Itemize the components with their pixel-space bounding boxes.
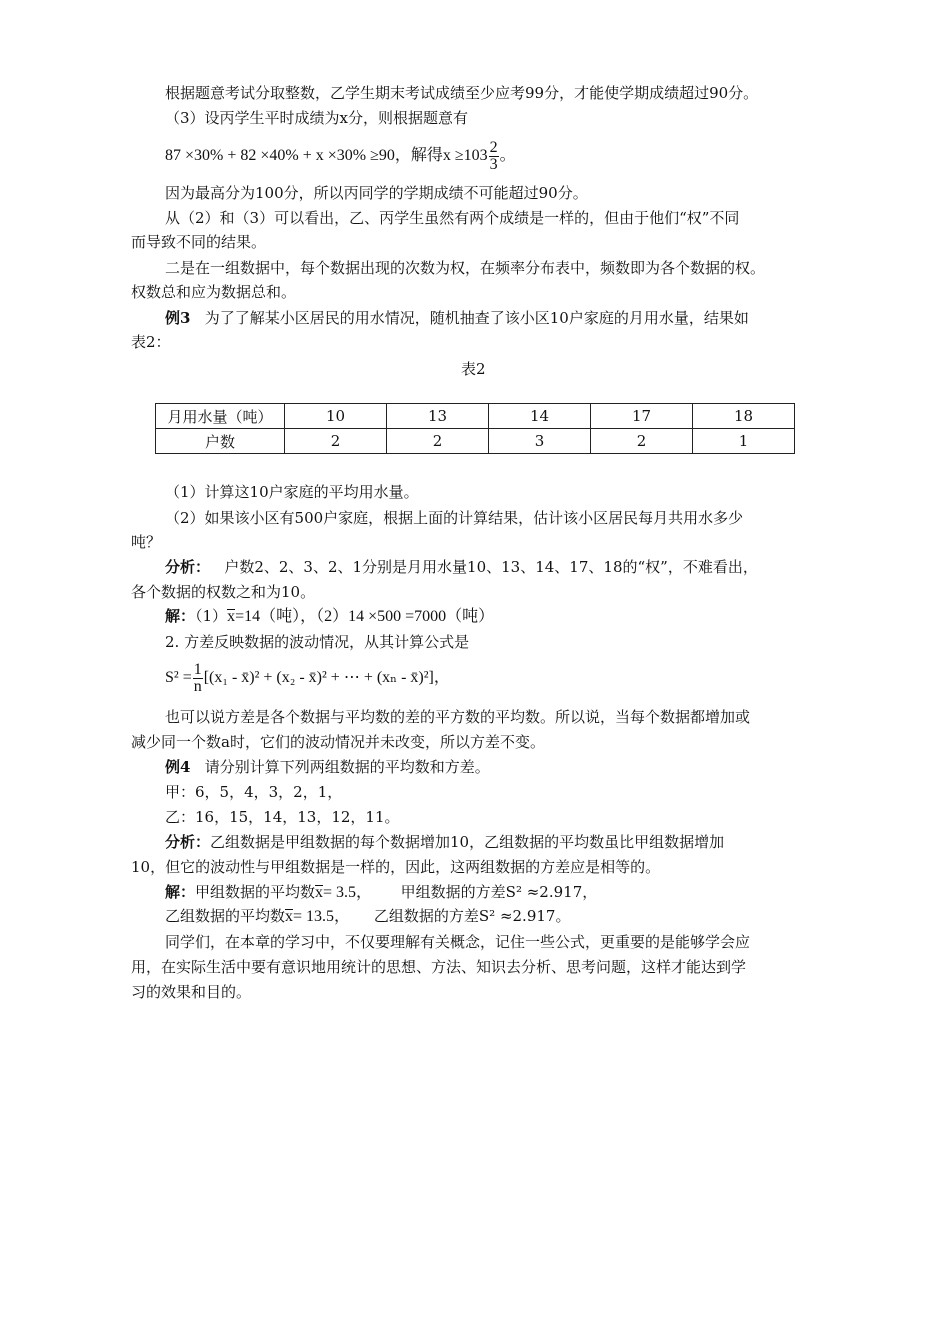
solution-text: 乙组数据的方差S² ≈2.917。 [373,907,571,925]
analysis-line [165,557,758,577]
text-line: （2）如果该小区有500户家庭，根据上面的计算结果，估计该小区居民每月共用水多少 [165,509,744,527]
solution-text: = 3.5， [323,884,373,901]
text-line: 乙：16，15，14，13，12，11。 [165,808,400,826]
table-cell: 18 [693,404,795,429]
example-3-line [165,308,749,328]
analysis-text: 乙组数据是甲组数据的每个数据增加10，乙组数据的平均数虽比甲组数据增加 [210,833,725,851]
table-cell: 10 [285,404,387,429]
table-cell: 2 [591,429,693,454]
formula-text: S² = [165,669,192,687]
table-cell: 1 [693,429,795,454]
solution-text: （1） [195,607,228,625]
fraction [489,140,499,173]
fraction-denominator: 3 [489,156,498,173]
solution-text: 甲组数据的方差S² ≈2.917， [400,883,598,901]
solution-label: 解： [165,607,196,625]
table-row [156,429,795,454]
table-header-cell: 户数 [156,429,285,454]
formula-text: 87 ×30% + 82 ×40% + x ×30% ≥90，解得x ≥103 [165,147,488,165]
variance-formula [165,662,450,695]
inequality-formula [165,140,516,173]
text-line: 10，但它的波动性与甲组数据是一样的，因此，这两组数据的方差应是相等的。 [131,858,661,876]
table-caption: 表2 [461,360,486,378]
example-text: 请分别计算下列两组数据的平均数和方差。 [204,758,490,776]
mean-symbol: x [315,884,324,901]
text-line: 从（2）和（3）可以看出，乙、丙学生虽然有两个成绩是一样的，但由于他们“权”不同 [165,209,740,227]
solution-line [165,882,597,903]
text-line: 而导致不同的结果。 [131,233,267,251]
table-cell: 14 [489,404,591,429]
example-4-line [165,757,490,777]
example-label: 例4 [165,758,191,776]
table-cell: 2 [285,429,387,454]
example-text: 为了了解某小区居民的用水情况，随机抽查了该小区10户家庭的月用水量，结果如 [204,309,749,327]
text-line: 习的效果和目的。 [131,983,252,1001]
text-line: 根据题意考试分取整数，乙学生期末考试成绩至少应考99分，才能使学期成绩超过90分。 [165,84,759,102]
fraction-denominator: n [193,678,202,695]
solution-label: 解： [165,883,196,901]
table-cell: 3 [489,429,591,454]
solution-line [165,606,494,627]
formula-text: 。 [499,147,516,165]
table-header-cell: 月用水量（吨） [156,404,285,429]
table-cell: 13 [387,404,489,429]
fraction-numerator: 1 [193,661,202,678]
text-line: （3）设丙学生平时成绩为x分，则根据题意有 [165,109,469,127]
text-line: 权数总和应为数据总和。 [131,283,297,301]
analysis-line [165,832,724,852]
text-line: 表2： [131,333,171,351]
text-line: 减少同一个数a时，它们的波动情况并未改变，所以方差不变。 [131,733,545,751]
text-line: （1）计算这10户家庭的平均用水量。 [165,483,419,501]
analysis-label: 分析： [165,558,211,576]
fraction-numerator: 2 [489,139,498,156]
text-line: 各个数据的权数之和为10。 [131,583,316,601]
solution-text: = 13.5， [293,908,351,925]
solution-text: =14（吨），（2）14 ×500 =7000（吨） [235,608,495,625]
text-line: 因为最高分为100分，所以丙同学的学期成绩不可能超过90分。 [165,184,588,202]
text-line: 同学们，在本章的学习中，不仅要理解有关概念，记住一些公式，更重要的是能够学会应 [165,933,751,951]
solution-text: 甲组数据的平均数 [195,883,316,901]
example-label: 例3 [165,309,191,327]
section-heading: 2. 方差反映数据的波动情况，从其计算公式是 [165,633,470,651]
formula-text: [(x₁ - x̄)² + (x₂ - x̄)² + ⋯ + (xₙ - x̄)²]， [203,669,450,687]
text-line: 也可以说方差是各个数据与平均数的差的平方数的平均数。所以说，当每个数据都增加或 [165,708,751,726]
table-row [156,404,795,429]
text-line: 二是在一组数据中，每个数据出现的次数为权，在频率分布表中，频数即为各个数据的权。 [165,259,766,277]
solution-text: 乙组数据的平均数 [165,907,286,925]
mean-symbol: x [285,908,294,925]
text-line: 用，在实际生活中要有意识地用统计的思想、方法、知识去分析、思考问题，这样才能达到学 [131,958,747,976]
water-usage-table [155,403,795,454]
analysis-text: 户数2、2、3、2、1分别是月用水量10、13、14、17、18的“权”，不难看出， [224,558,758,576]
table-cell: 2 [387,429,489,454]
fraction [193,662,203,695]
analysis-label: 分析： [165,833,211,851]
solution-line [165,906,570,927]
text-line: 甲：6，5，4，3，2，1， [165,783,343,801]
mean-symbol: x [227,608,236,625]
text-line: 吨？ [131,533,162,551]
table-cell: 17 [591,404,693,429]
